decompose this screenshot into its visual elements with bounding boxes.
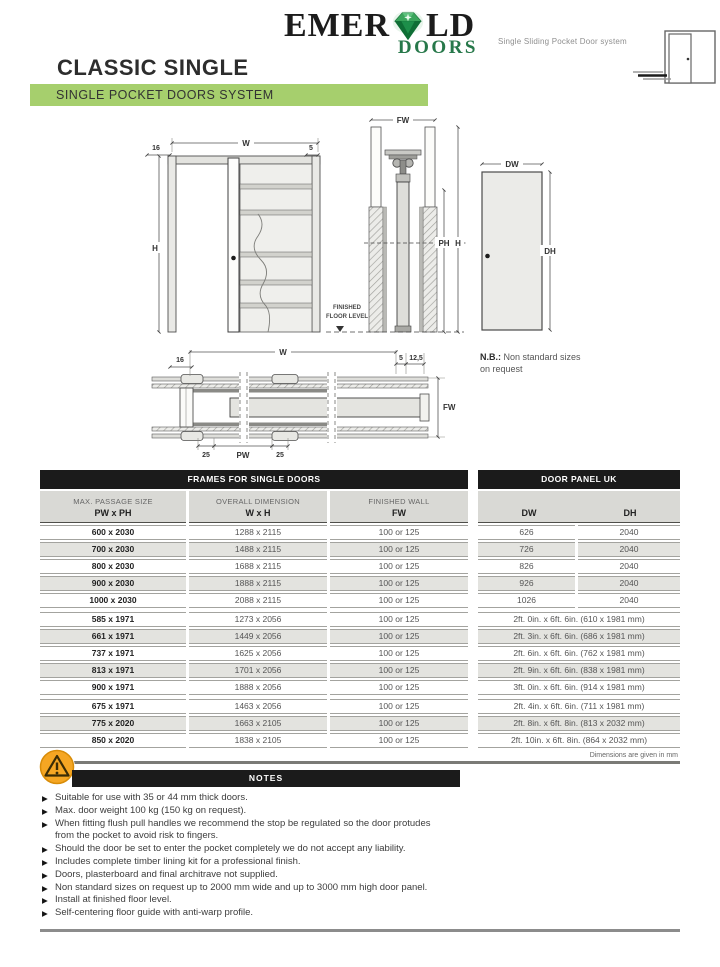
table-cell: 800 x 2030 — [40, 559, 186, 574]
note-text: Doors, plasterboard and final architrave not supplied. — [55, 868, 278, 880]
table-cell: 1688 x 2115 — [189, 559, 327, 574]
table-cell: 100 or 125 — [330, 542, 468, 557]
table-row — [40, 525, 680, 540]
table-cell: 1701 x 2056 — [189, 663, 327, 678]
note-text: Max. door weight 100 kg (150 kg on request). — [55, 804, 247, 816]
page-title: CLASSIC SINGLE — [57, 55, 249, 80]
dim-label-plan-25-right: 25 — [276, 452, 284, 459]
finished-floor-label-line1: FINISHED — [332, 305, 362, 311]
technical-drawings — [0, 110, 720, 465]
table-header-band — [40, 470, 680, 489]
table-cell: 1026 — [478, 593, 575, 608]
size-table — [40, 470, 680, 764]
table-cell: 726 — [478, 542, 575, 557]
table-row — [40, 716, 680, 731]
table-cell: 1273 x 2056 — [189, 612, 327, 627]
bullet-arrow-icon: ▶ — [42, 870, 48, 880]
column-header-overall: OVERALL DIMENSION W x H — [189, 491, 327, 523]
table-row — [40, 612, 680, 627]
logo-text-start: EMER — [284, 7, 390, 44]
table-cell: 100 or 125 — [330, 593, 468, 608]
table-cell: 585 x 1971 — [40, 612, 186, 627]
table-cell: 100 or 125 — [330, 612, 468, 627]
table-cell: 100 or 125 — [330, 733, 468, 748]
table-cell: 100 or 125 — [330, 559, 468, 574]
table-cell: 100 or 125 — [330, 663, 468, 678]
table-cell: 2ft. 10in. x 6ft. 8in. (864 x 2032 mm) — [478, 733, 680, 748]
table-row — [40, 629, 680, 644]
logo-doors-label: DOORS — [397, 37, 478, 58]
table-bottom-rule — [40, 761, 680, 764]
door-panel-drawing — [482, 158, 560, 330]
table-cell: 1888 x 2056 — [189, 680, 327, 695]
dim-label-section-h: H — [455, 239, 461, 248]
column-header-finished-wall: FINISHED WALL FW — [330, 491, 468, 523]
table-cell: 1488 x 2115 — [189, 542, 327, 557]
table-row — [40, 680, 680, 695]
dim-label-plan-125: 12,5 — [409, 355, 423, 362]
bullet-arrow-icon: ▶ — [42, 806, 48, 816]
table-cell: 2ft. 0in. x 6ft. 6in. (610 x 1981 mm) — [478, 612, 680, 627]
bullet-arrow-icon: ▶ — [42, 794, 48, 803]
nb-note-prefix: N.B.: — [480, 352, 501, 362]
finished-floor-label-line2: FLOOR LEVEL — [326, 314, 368, 320]
table-cell: 1838 x 2105 — [189, 733, 327, 748]
table-cell: 100 or 125 — [330, 699, 468, 714]
dim-label-panel-dh: DH — [544, 247, 556, 256]
note-text: When fitting flush pull handles we recommend the stop be regulated so the door protudes from the pocket to avoid risk to fingers. — [55, 817, 431, 842]
bullet-arrow-icon: ▶ — [42, 896, 48, 906]
note-item — [42, 869, 440, 882]
table-cell: 675 x 1971 — [40, 699, 186, 714]
table-cell: 2088 x 2115 — [189, 593, 327, 608]
note-text: Install at finished floor level. — [55, 894, 172, 906]
dim-label-elevation-16: 16 — [152, 145, 160, 152]
size-table-groups — [40, 525, 680, 748]
product-type-label: Single Sliding Pocket Door system — [498, 37, 627, 46]
notes-heading: NOTES — [248, 773, 284, 783]
table-cell: 100 or 125 — [330, 716, 468, 731]
table-header-door-panel: DOOR PANEL UK — [478, 470, 680, 489]
dim-label-plan-16: 16 — [176, 357, 184, 364]
table-cell: 2ft. 4in. x 6ft. 6in. (711 x 1981 mm) — [478, 699, 680, 714]
note-item — [42, 882, 440, 895]
sliding-pocket-door-icon — [633, 28, 718, 88]
note-text: Should the door be set to enter the pocket completely we do not accept any liability. — [55, 843, 406, 855]
note-text: Non standard sizes on request up to 2000 mm wide and up to 3000 mm high door panel. — [55, 881, 428, 893]
note-item — [42, 856, 440, 869]
table-row — [40, 646, 680, 661]
dim-label-plan-5: 5 — [399, 355, 403, 362]
dim-label-plan-25-left: 25 — [202, 452, 210, 459]
bullet-arrow-icon: ▶ — [42, 819, 48, 829]
column-header-dw-dh: DW DH — [478, 491, 680, 523]
dim-label-elevation-h: H — [152, 244, 158, 253]
table-cell: 1625 x 2056 — [189, 646, 327, 661]
section-drawing — [326, 114, 466, 332]
note-text: Suitable for use with 35 or 44 mm thick doors. — [55, 792, 248, 803]
table-cell: 3ft. 0in. x 6ft. 6in. (914 x 1981 mm) — [478, 680, 680, 695]
table-cell: 813 x 1971 — [40, 663, 186, 678]
table-row — [40, 699, 680, 714]
dim-label-section-ph: PH — [438, 239, 450, 248]
note-item — [42, 818, 440, 844]
table-row — [40, 542, 680, 557]
table-cell: 900 x 1971 — [40, 680, 186, 695]
dim-label-plan-w: W — [279, 348, 287, 357]
dim-label-section-fw: FW — [396, 116, 410, 125]
table-cell: 2ft. 8in. x 6ft. 8in. (813 x 2032 mm) — [478, 716, 680, 731]
table-cell: 2040 — [578, 593, 680, 608]
table-row — [40, 733, 680, 748]
table-cell: 737 x 1971 — [40, 646, 186, 661]
table-header-frames: FRAMES FOR SINGLE DOORS — [40, 470, 468, 489]
dim-label-panel-dw: DW — [505, 160, 519, 169]
table-cell: 2ft. 3in. x 6ft. 6in. (686 x 1981 mm) — [478, 629, 680, 644]
table-cell: 850 x 2020 — [40, 733, 186, 748]
notes-heading-bar — [72, 770, 460, 787]
table-cell: 1663 x 2105 — [189, 716, 327, 731]
elevation-drawing — [147, 137, 320, 332]
subtitle-bar — [30, 84, 428, 106]
dim-label-plan-pw: PW — [236, 451, 250, 460]
table-cell: 100 or 125 — [330, 576, 468, 591]
logo-text-end: LD — [426, 7, 476, 44]
dim-label-elevation-5: 5 — [309, 145, 313, 152]
note-item — [42, 907, 440, 920]
table-cell: 626 — [478, 525, 575, 540]
table-cell: 100 or 125 — [330, 646, 468, 661]
plan-drawing — [152, 346, 456, 460]
table-cell: 100 or 125 — [330, 525, 468, 540]
table-cell: 2040 — [578, 542, 680, 557]
dim-label-plan-fw: FW — [443, 403, 456, 412]
table-footnote: Dimensions are given in mm — [589, 752, 678, 759]
table-cell: 926 — [478, 576, 575, 591]
table-cell: 2ft. 9in. x 6ft. 6in. (838 x 1981 mm) — [478, 663, 680, 678]
table-cell: 1288 x 2115 — [189, 525, 327, 540]
table-group — [40, 525, 680, 608]
table-cell: 100 or 125 — [330, 680, 468, 695]
table-cell: 2040 — [578, 525, 680, 540]
subtitle-text: SINGLE POCKET DOORS SYSTEM — [56, 88, 274, 102]
table-row — [40, 663, 680, 678]
table-group — [40, 699, 680, 748]
footer-rule — [40, 929, 680, 932]
note-text: Includes complete timber lining kit for a professional finish. — [55, 855, 301, 867]
bullet-arrow-icon: ▶ — [42, 909, 48, 919]
table-cell: 2040 — [578, 559, 680, 574]
note-text: Self-centering floor guide with anti-warp profile. — [55, 907, 254, 919]
table-cell: 1449 x 2056 — [189, 629, 327, 644]
note-item — [42, 805, 440, 818]
notes-list — [42, 792, 440, 920]
table-cell: 700 x 2030 — [40, 542, 186, 557]
bullet-arrow-icon: ▶ — [42, 883, 48, 893]
table-cell: 1463 x 2056 — [189, 699, 327, 714]
table-cell: 2040 — [578, 576, 680, 591]
table-row — [40, 559, 680, 574]
note-item — [42, 843, 440, 856]
table-cell: 1888 x 2115 — [189, 576, 327, 591]
table-row — [40, 576, 680, 591]
table-group — [40, 612, 680, 695]
nb-note-text: Non standard sizes on request — [480, 352, 581, 374]
brand-logo — [284, 8, 484, 59]
table-cell: 661 x 1971 — [40, 629, 186, 644]
table-cell: 100 or 125 — [330, 629, 468, 644]
note-item — [42, 792, 440, 805]
table-cell: 600 x 2030 — [40, 525, 186, 540]
table-subheader — [40, 491, 680, 523]
table-cell: 826 — [478, 559, 575, 574]
table-cell: 2ft. 6in. x 6ft. 6in. (762 x 1981 mm) — [478, 646, 680, 661]
note-item — [42, 894, 440, 907]
nb-note — [480, 351, 592, 375]
dim-label-elevation-w: W — [242, 139, 250, 148]
column-header-passage: MAX. PASSAGE SIZE PW x PH — [40, 491, 186, 523]
table-row — [40, 593, 680, 608]
table-cell: 775 x 2020 — [40, 716, 186, 731]
bullet-arrow-icon: ▶ — [42, 857, 48, 867]
table-cell: 1000 x 2030 — [40, 593, 186, 608]
bullet-arrow-icon: ▶ — [42, 845, 48, 855]
table-cell: 900 x 2030 — [40, 576, 186, 591]
